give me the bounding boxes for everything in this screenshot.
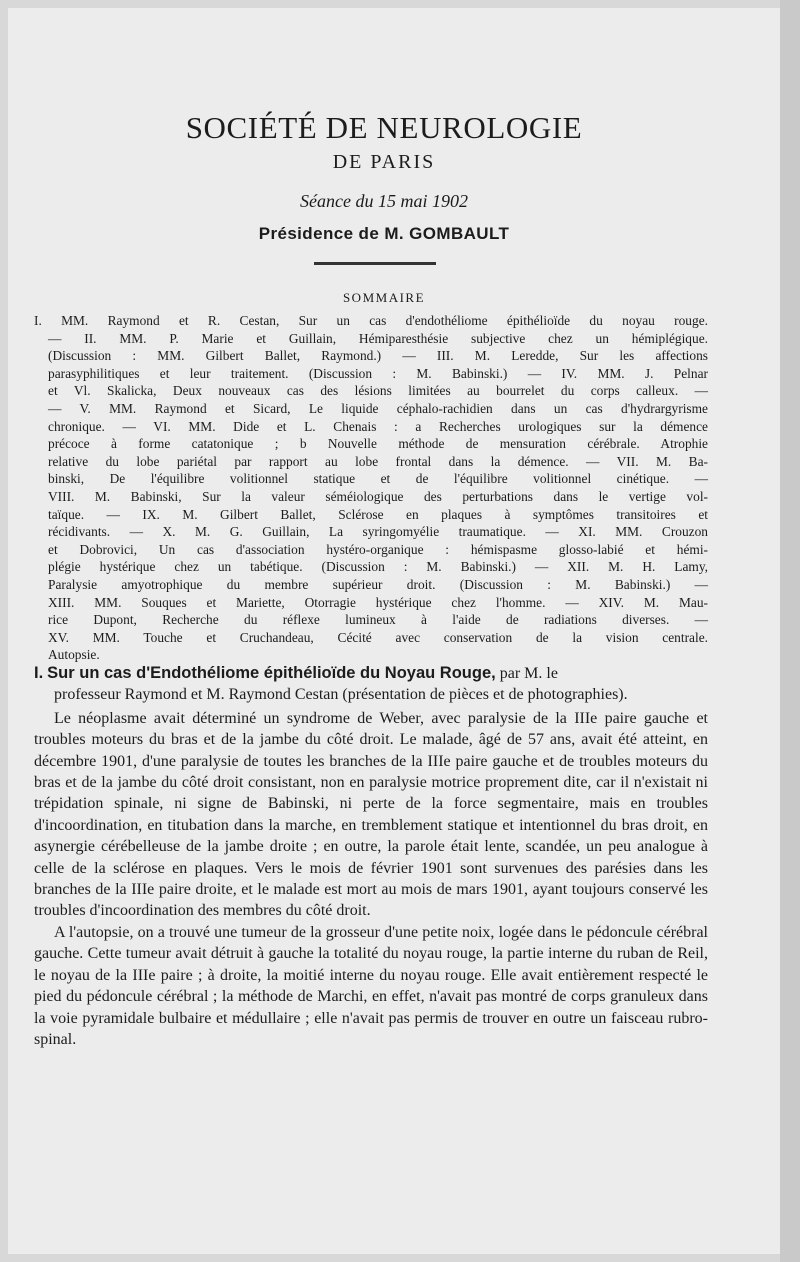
- page: [8, 8, 780, 1254]
- article-number: I.: [34, 664, 44, 682]
- sommaire-line: — V. MM. Raymond et Sicard, Le liquide céphalo-rachidien dans un cas d'hydrargyrisme: [48, 400, 708, 416]
- article-paragraph-1: Le néoplasme avait déterminé un syndrome de Weber, avec paralysie de la IIIe paire gauche et troubles moteurs du bras et de la jambe du côté droit. Le malade, âgé de 57 ans, avait été atteint, en décembre 1901, d'une paralysie de toutes les branches de la IIIe paire gauche et de troubles moteurs du bras et de la jambe du côté droit consistant, non en paralysie motrice proprement dite, car il n'existait ni trépidation spinale, ni signe de Babinski, ni perte de la force segmentaire, mais en troubles d'incoordination, en titubation dans la marche, en tremblement statique et intentionnel du bras droit, en asynergie cérébelleuse de la jambe droite ; en outre, la parole était lente, scandée, un peu analogue à celle de la sclérose en plaques. Vers le mois de février 1901 sont survenues des parésies dans les branches de la IIIe paire droite, et le malade est mort au mois de mars 1901, ayant toujours conservé les troubles d'incoordination des membres du côté droit.: [34, 709, 708, 920]
- sommaire-line: Paralysie amyotrophique du membre supérieur droit. (Discussion : M. Babinski.) —: [48, 576, 708, 592]
- article-byline: professeur Raymond et M. Raymond Cestan (présentation de pièces et de photographies).: [54, 686, 628, 704]
- sommaire-heading: SOMMAIRE: [342, 290, 426, 305]
- article-paragraph-2: A l'autopsie, on a trouvé une tumeur de la grosseur d'une petite noix, logée dans le pédoncule cérébral gauche. Cette tumeur avait détruit à gauche la totalité du noyau rouge, la partie interne du ruban de Reil, le noyau de la IIIe paire ; à droite, la moitié interne du noyau rouge. Elle avait entièrement respecté le pied du pédoncule cérébral ; la méthode de Marchi, en effet, n'avait pas montré de corps granuleux dans la voie pyramidale bulbaire et médullaire ; elle n'avait pas permis de trouver en outre un faisceau rubro-spinal.: [34, 923, 708, 1048]
- sommaire-line: parasyphilitiques et leur traitement. (Discussion : M. Babinski.) — IV. MM. J. Pelnar: [48, 365, 708, 381]
- seance-date: Séance du 15 mai 1902: [300, 191, 468, 211]
- sommaire-line: précoce à forme catatonique ; b Nouvelle méthode de mensuration cérébrale. Atrophie: [48, 436, 708, 452]
- sommaire-line: chronique. — VI. MM. Dide et L. Chenais : a Recherches urologiques sur la démence: [48, 418, 708, 434]
- article-heading: [34, 663, 708, 706]
- article-title: Sur un cas d'Endothéliome épithélioïde du Noyau Rouge,: [47, 664, 496, 682]
- sommaire-line: I. MM. Raymond et R. Cestan, Sur un cas d'endothéliome épithélioïde du noyau rouge.: [34, 313, 708, 328]
- sommaire-block: [34, 312, 708, 664]
- sommaire-line: (Discussion : MM. Gilbert Ballet, Raymond.) — III. M. Leredde, Sur les affections: [48, 348, 708, 364]
- presidence-line: Présidence de M. GOMBAULT: [258, 224, 510, 243]
- sommaire-line: binski, De l'équilibre volitionnel statique et de l'équilibre volitionnel cinétique. —: [48, 471, 708, 487]
- page-subtitle: DE PARIS: [332, 151, 436, 173]
- sommaire-line: taïque. — IX. M. Gilbert Ballet, Sclérose en plaques à symptômes transitoires et: [48, 506, 708, 522]
- sommaire-line: — II. MM. P. Marie et Guillain, Hémiparesthésie subjective chez un hémiplégique.: [48, 330, 708, 346]
- sommaire-line: XV. MM. Touche et Cruchandeau, Cécité avec conservation de la vision centrale.: [48, 629, 708, 645]
- page-title: SOCIÉTÉ DE NEUROLOGIE: [185, 110, 583, 145]
- sommaire-line: VIII. M. Babinski, Sur la valeur séméiologique des perturbations dans le vertige vol-: [48, 488, 708, 504]
- divider-rule: [314, 262, 436, 265]
- sommaire-line: relative du lobe pariétal par rapport au lobe frontal dans la démence. — VII. M. Ba-: [48, 453, 708, 469]
- sommaire-line: Autopsie.: [48, 647, 100, 663]
- article-byline-start: par M. le: [495, 665, 558, 682]
- sommaire-line: récidivants. — X. M. G. Guillain, La syringomyélie traumatique. — XI. MM. Crouzon: [48, 524, 708, 540]
- sommaire-line: rice Dupont, Recherche du réflexe lumineux à l'aide de radiations diverses. —: [48, 612, 708, 628]
- sommaire-line: XIII. MM. Souques et Mariette, Otorragie hystérique chez l'homme. — XIV. M. Mau-: [48, 594, 708, 610]
- sommaire-line: et Vl. Skalicka, Deux nouveaux cas des lésions limitées au bourrelet du corps calleux. —: [48, 383, 708, 399]
- article-section: [34, 663, 708, 1050]
- scan-edge: [780, 0, 800, 1262]
- sommaire-line: et Dobrovici, Un cas d'association hystéro-organique : hémispasme glosso-labié et hémi-: [48, 541, 708, 557]
- sommaire-line: plégie hystérique chez un tabétique. (Discussion : M. Babinski.) — XII. M. H. Lamy,: [48, 559, 708, 575]
